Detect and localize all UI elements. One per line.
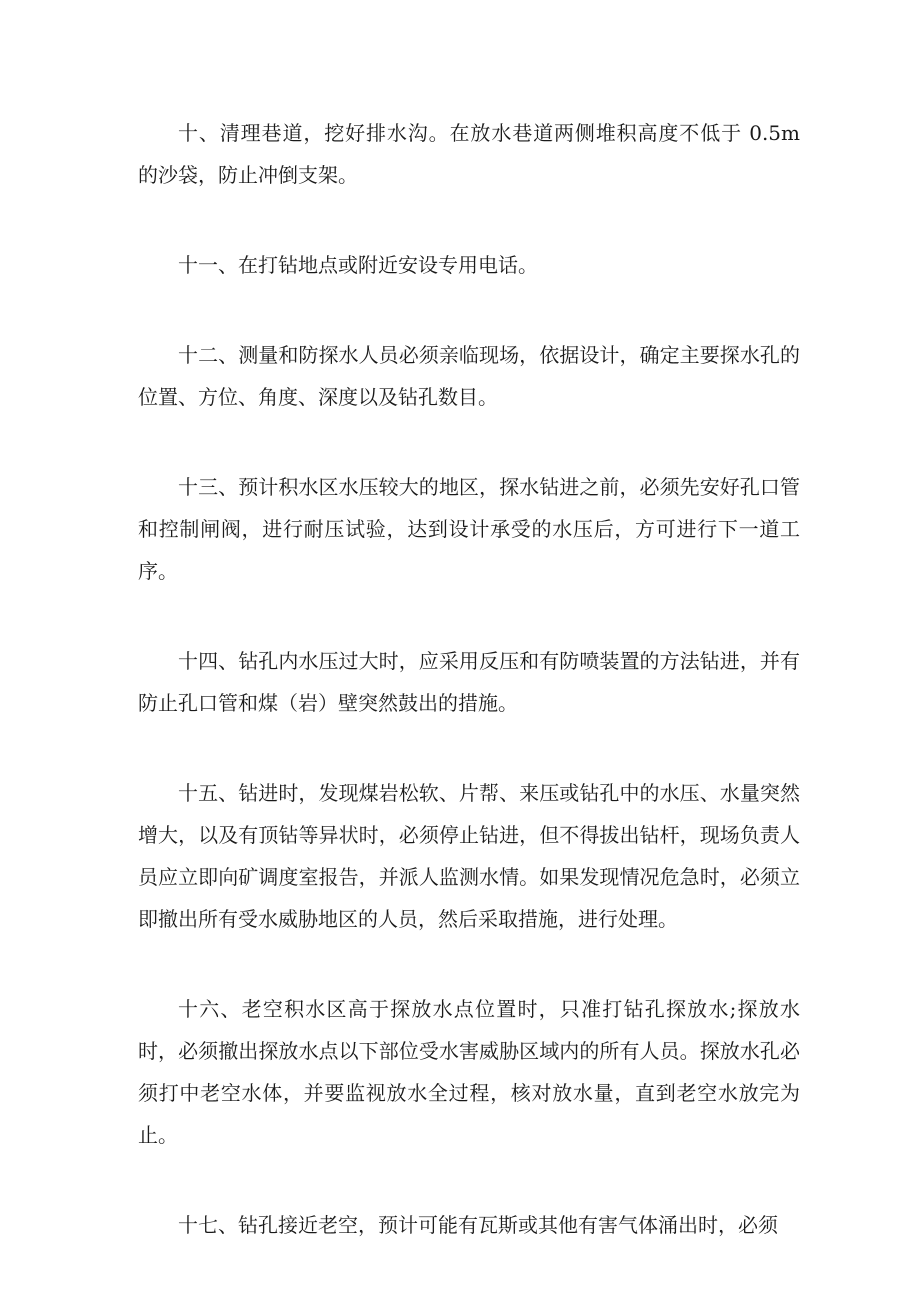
paragraph-17: 十七、钻孔接近老空，预计可能有瓦斯或其他有害气体涌出时，必须 — [178, 1213, 778, 1237]
paragraph-16: 十六、老空积水区高于探放水点位置时，只准打钻孔探放水;探放水时，必须撤出探放水点以下部位受水害威胁区域内的所有人员。探放水孔必须打中老空水体，并要监视放水全过程，核对放水量，直到老空水放完为止。 — [138, 997, 800, 1147]
paragraph-12: 十二、测量和防探水人员必须亲临现场，依据设计，确定主要探水孔的位置、方位、角度、深度以及钻孔数目。 — [138, 343, 800, 409]
paragraph-13: 十三、预计积水区水压较大的地区，探水钻进之前，必须先安好孔口管和控制闸阀，进行耐压试验，达到设计承受的水压后，方可进行下一道工序。 — [138, 475, 800, 583]
paragraph-10: 十、清理巷道，挖好排水沟。在放水巷道两侧堆积高度不低于 0.5m 的沙袋，防止冲倒支架。 — [138, 121, 800, 187]
document-body — [138, 112, 800, 1246]
paragraph-15: 十五、钻进时，发现煤岩松软、片帮、来压或钻孔中的水压、水量突然增大，以及有顶钻等异状时，必须停止钻进，但不得拔出钻杆，现场负责人员应立即向矿调度室报告，并派人监测水情。如果发现情况危急时，必须立即撤出所有受水威胁地区的人员，然后采取措施，进行处理。 — [138, 781, 800, 931]
paragraph-11: 十一、在打钻地点或附近安设专用电话。 — [178, 253, 538, 277]
paragraph-14: 十四、钻孔内水压过大时，应采用反压和有防喷装置的方法钻进，并有防止孔口管和煤（岩）壁突然鼓出的措施。 — [138, 649, 800, 715]
